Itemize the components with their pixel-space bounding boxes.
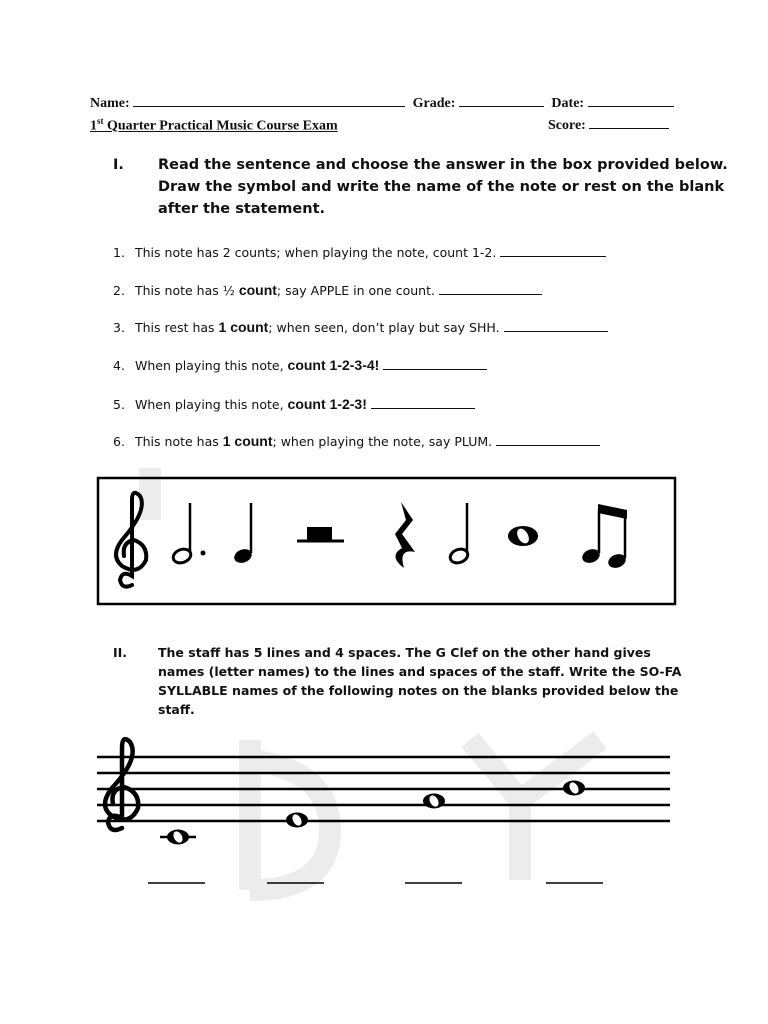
symbol-box	[0, 470, 768, 610]
question-3: 3. This rest has 1 count; when seen, don’t play but say SHH.	[113, 319, 608, 335]
staff	[0, 730, 768, 910]
section2-text: The staff has 5 lines and 4 spaces. The G Clef on the other hand gives names (letter names) to the lines and spaces of the staff. Write the SO-FA SYLLABLE names of the following notes on the blanks provided below the staff.	[158, 645, 682, 717]
quarter-note-icon	[232, 503, 253, 565]
date-label: Date:	[551, 96, 585, 111]
name-label: Name:	[90, 96, 130, 111]
note-a4-icon	[423, 794, 445, 809]
exam-title: 1st Quarter Practical Music Course Exam	[90, 116, 338, 134]
section2-numeral: II.	[113, 645, 128, 660]
question-1: 1. This note has 2 counts; when playing the note, count 1-2.	[113, 244, 606, 260]
score-label: Score:	[548, 118, 586, 133]
quarter-rest-icon	[395, 502, 415, 568]
question-2: 2. This note has ½ count; say APPLE in one count.	[113, 282, 542, 298]
dotted-half-note-icon	[171, 503, 205, 565]
whole-note-icon	[508, 526, 538, 546]
note-c4-icon	[160, 830, 196, 845]
half-note-icon	[448, 503, 469, 565]
beamed-eighth-notes-icon	[580, 504, 627, 570]
question-4: 4. When playing this note, count 1-2-3-4!	[113, 357, 487, 373]
grade-label: Grade:	[412, 96, 456, 111]
section1-numeral: I.	[113, 157, 124, 173]
section1-instructions: Read the sentence and choose the answer in the box provided below. Draw the symbol and write the name of the note or rest on the blank after the statement.	[158, 157, 728, 217]
treble-clef-icon	[116, 493, 146, 587]
question-6: 6. This note has 1 count; when playing the note, say PLUM.	[113, 433, 600, 449]
note-d5-icon	[563, 781, 585, 796]
staff-treble-clef-icon	[105, 739, 138, 830]
question-5: 5. When playing this note, count 1-2-3!	[113, 396, 475, 412]
half-rest-icon	[297, 527, 344, 541]
note-e4-icon	[286, 813, 308, 828]
